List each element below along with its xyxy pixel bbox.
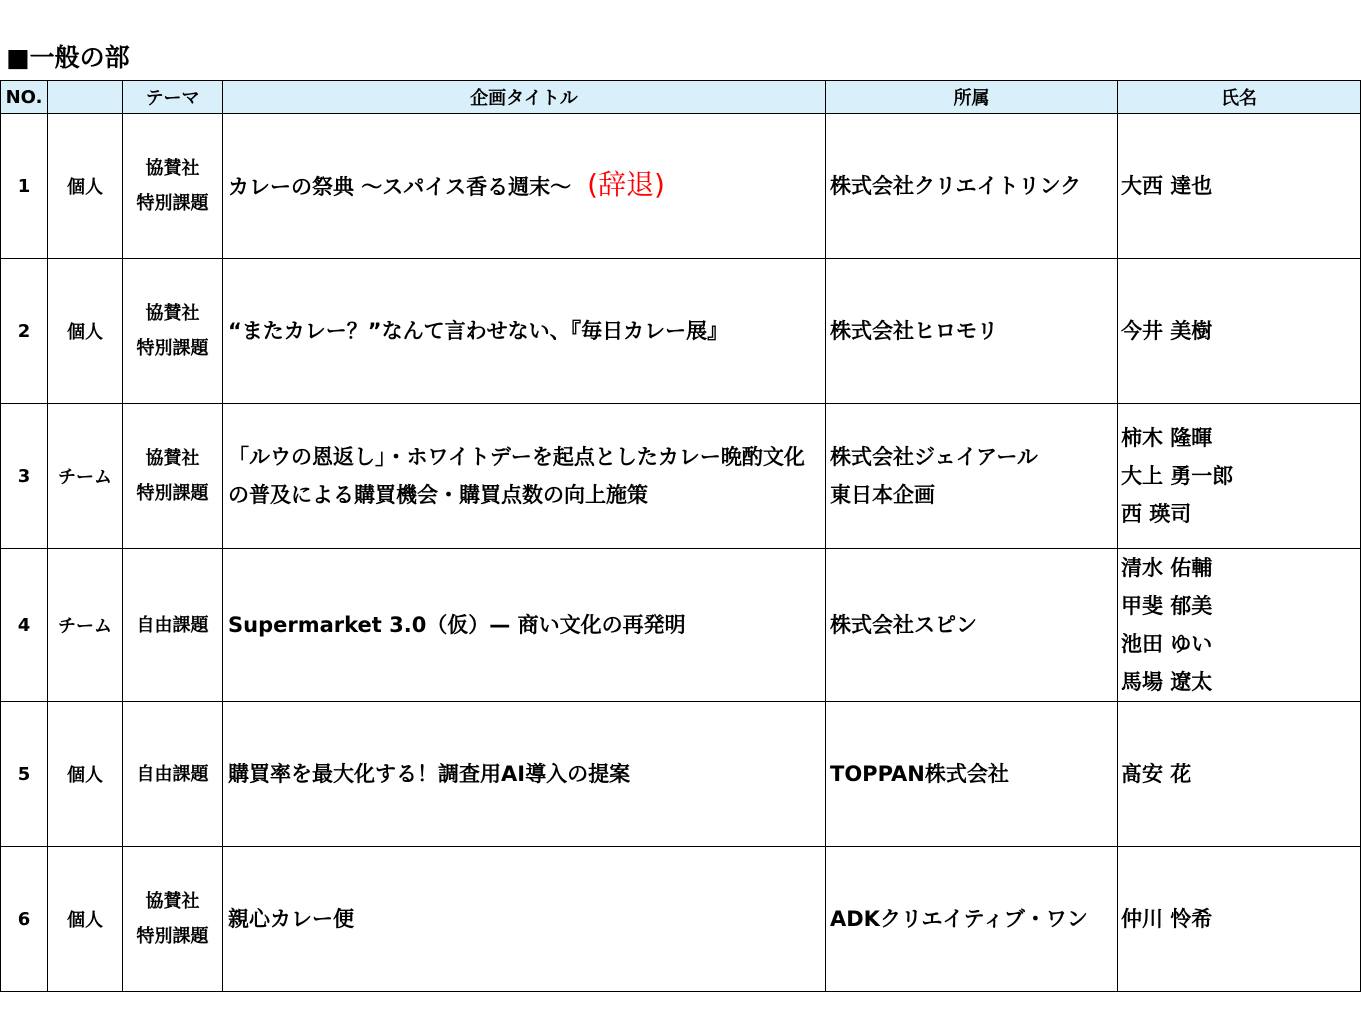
entry-member-name: 池田 ゆい	[1121, 632, 1213, 656]
entry-title: 「ルウの恩返し」・ホワイトデーを起点としたカレー晩酌文化の普及による購買機会・購買点数の向上施策	[228, 445, 805, 507]
withdrawn-note: (辞退)	[587, 168, 665, 201]
entry-theme-line: 協賛社	[145, 303, 200, 324]
entry-member-name: 馬場 遼太	[1121, 670, 1213, 694]
header-no: NO.	[1, 81, 48, 114]
entry-theme-line: 協賛社	[145, 891, 200, 912]
entry-theme	[123, 259, 223, 404]
entry-title: 親心カレー便	[228, 907, 354, 931]
entry-theme-line: 自由課題	[136, 763, 209, 785]
section-title: ■一般の部	[6, 43, 130, 72]
header-type	[48, 81, 123, 114]
entry-affiliation	[826, 404, 1118, 549]
entry-no: 2	[1, 259, 48, 404]
entry-affiliation-line: ADKクリエイティブ・ワン	[830, 907, 1088, 931]
table-row	[1, 259, 1361, 404]
entry-no: 5	[1, 702, 48, 847]
entry-affiliation	[826, 259, 1118, 404]
entry-type: 個人	[48, 702, 123, 847]
entry-type: チーム	[48, 549, 123, 702]
entry-member-name: 清水 佑輔	[1121, 556, 1213, 580]
entry-member-name: 今井 美樹	[1121, 319, 1213, 343]
entry-type: 個人	[48, 847, 123, 992]
entry-member-name: 柿木 隆暉	[1121, 426, 1213, 450]
entry-no: 3	[1, 404, 48, 549]
entry-theme-line: 協賛社	[145, 448, 200, 469]
entry-affiliation-line: 株式会社スピン	[830, 613, 977, 637]
table-row	[1, 847, 1361, 992]
entry-theme-line: 特別課題	[136, 483, 209, 504]
entry-member-name: 仲川 怜希	[1121, 907, 1213, 931]
entry-title-cell	[223, 847, 826, 992]
entry-theme-line: 自由課題	[136, 614, 209, 636]
entry-title: 購買率を最大化する！調査用AI導入の提案	[228, 762, 631, 786]
table-row	[1, 404, 1361, 549]
entry-member-name: 髙安 花	[1121, 762, 1192, 786]
entry-title: “またカレー？”なんて言わせない、『毎日カレー展』	[228, 319, 729, 343]
entry-type: 個人	[48, 114, 123, 259]
header-name: 氏名	[1118, 81, 1361, 114]
entry-names	[1118, 259, 1361, 404]
table-row	[1, 114, 1361, 259]
entry-affiliation-line: 株式会社クリエイトリンク	[830, 174, 1082, 198]
entry-theme-line: 協賛社	[145, 158, 200, 179]
entry-no: 1	[1, 114, 48, 259]
entry-type: 個人	[48, 259, 123, 404]
table-row	[1, 549, 1361, 702]
entry-theme	[123, 847, 223, 992]
entry-no: 4	[1, 549, 48, 702]
entry-names	[1118, 549, 1361, 702]
entry-names	[1118, 404, 1361, 549]
entry-affiliation	[826, 549, 1118, 702]
entry-theme	[123, 404, 223, 549]
entry-theme-line: 特別課題	[136, 193, 209, 214]
entry-title-cell	[223, 549, 826, 702]
entry-names	[1118, 114, 1361, 259]
entry-affiliation	[826, 702, 1118, 847]
entry-theme	[123, 114, 223, 259]
entry-affiliation-line: TOPPAN株式会社	[830, 762, 1009, 786]
entry-title: カレーの祭典 〜スパイス香る週末〜	[228, 175, 572, 199]
header-affiliation: 所属	[826, 81, 1118, 114]
header-row	[1, 81, 1361, 114]
header-theme: テーマ	[123, 81, 223, 114]
table-row	[1, 702, 1361, 847]
entry-theme	[123, 549, 223, 702]
entry-type: チーム	[48, 404, 123, 549]
entry-affiliation	[826, 847, 1118, 992]
entry-title: Supermarket 3.0（仮）— 商い文化の再発明	[228, 613, 686, 637]
entries-table	[0, 80, 1361, 992]
entry-title-cell	[223, 259, 826, 404]
entry-no: 6	[1, 847, 48, 992]
entry-names	[1118, 847, 1361, 992]
entry-title-cell	[223, 114, 826, 259]
entry-title-cell	[223, 404, 826, 549]
header-title: 企画タイトル	[223, 81, 826, 114]
entry-names	[1118, 702, 1361, 847]
entry-affiliation	[826, 114, 1118, 259]
entry-affiliation-line: 株式会社ヒロモリ	[830, 319, 998, 343]
entry-theme	[123, 702, 223, 847]
entry-theme-line: 特別課題	[136, 926, 209, 947]
entry-title-cell	[223, 702, 826, 847]
entry-affiliation-line: 東日本企画	[830, 483, 935, 507]
entry-affiliation-line: 株式会社ジェイアール	[830, 445, 1038, 469]
entry-member-name: 大上 勇一郎	[1121, 464, 1234, 488]
entry-member-name: 大西 達也	[1121, 174, 1213, 198]
entry-member-name: 甲斐 郁美	[1121, 594, 1213, 618]
entry-theme-line: 特別課題	[136, 338, 209, 359]
entry-member-name: 西 瑛司	[1121, 502, 1192, 526]
